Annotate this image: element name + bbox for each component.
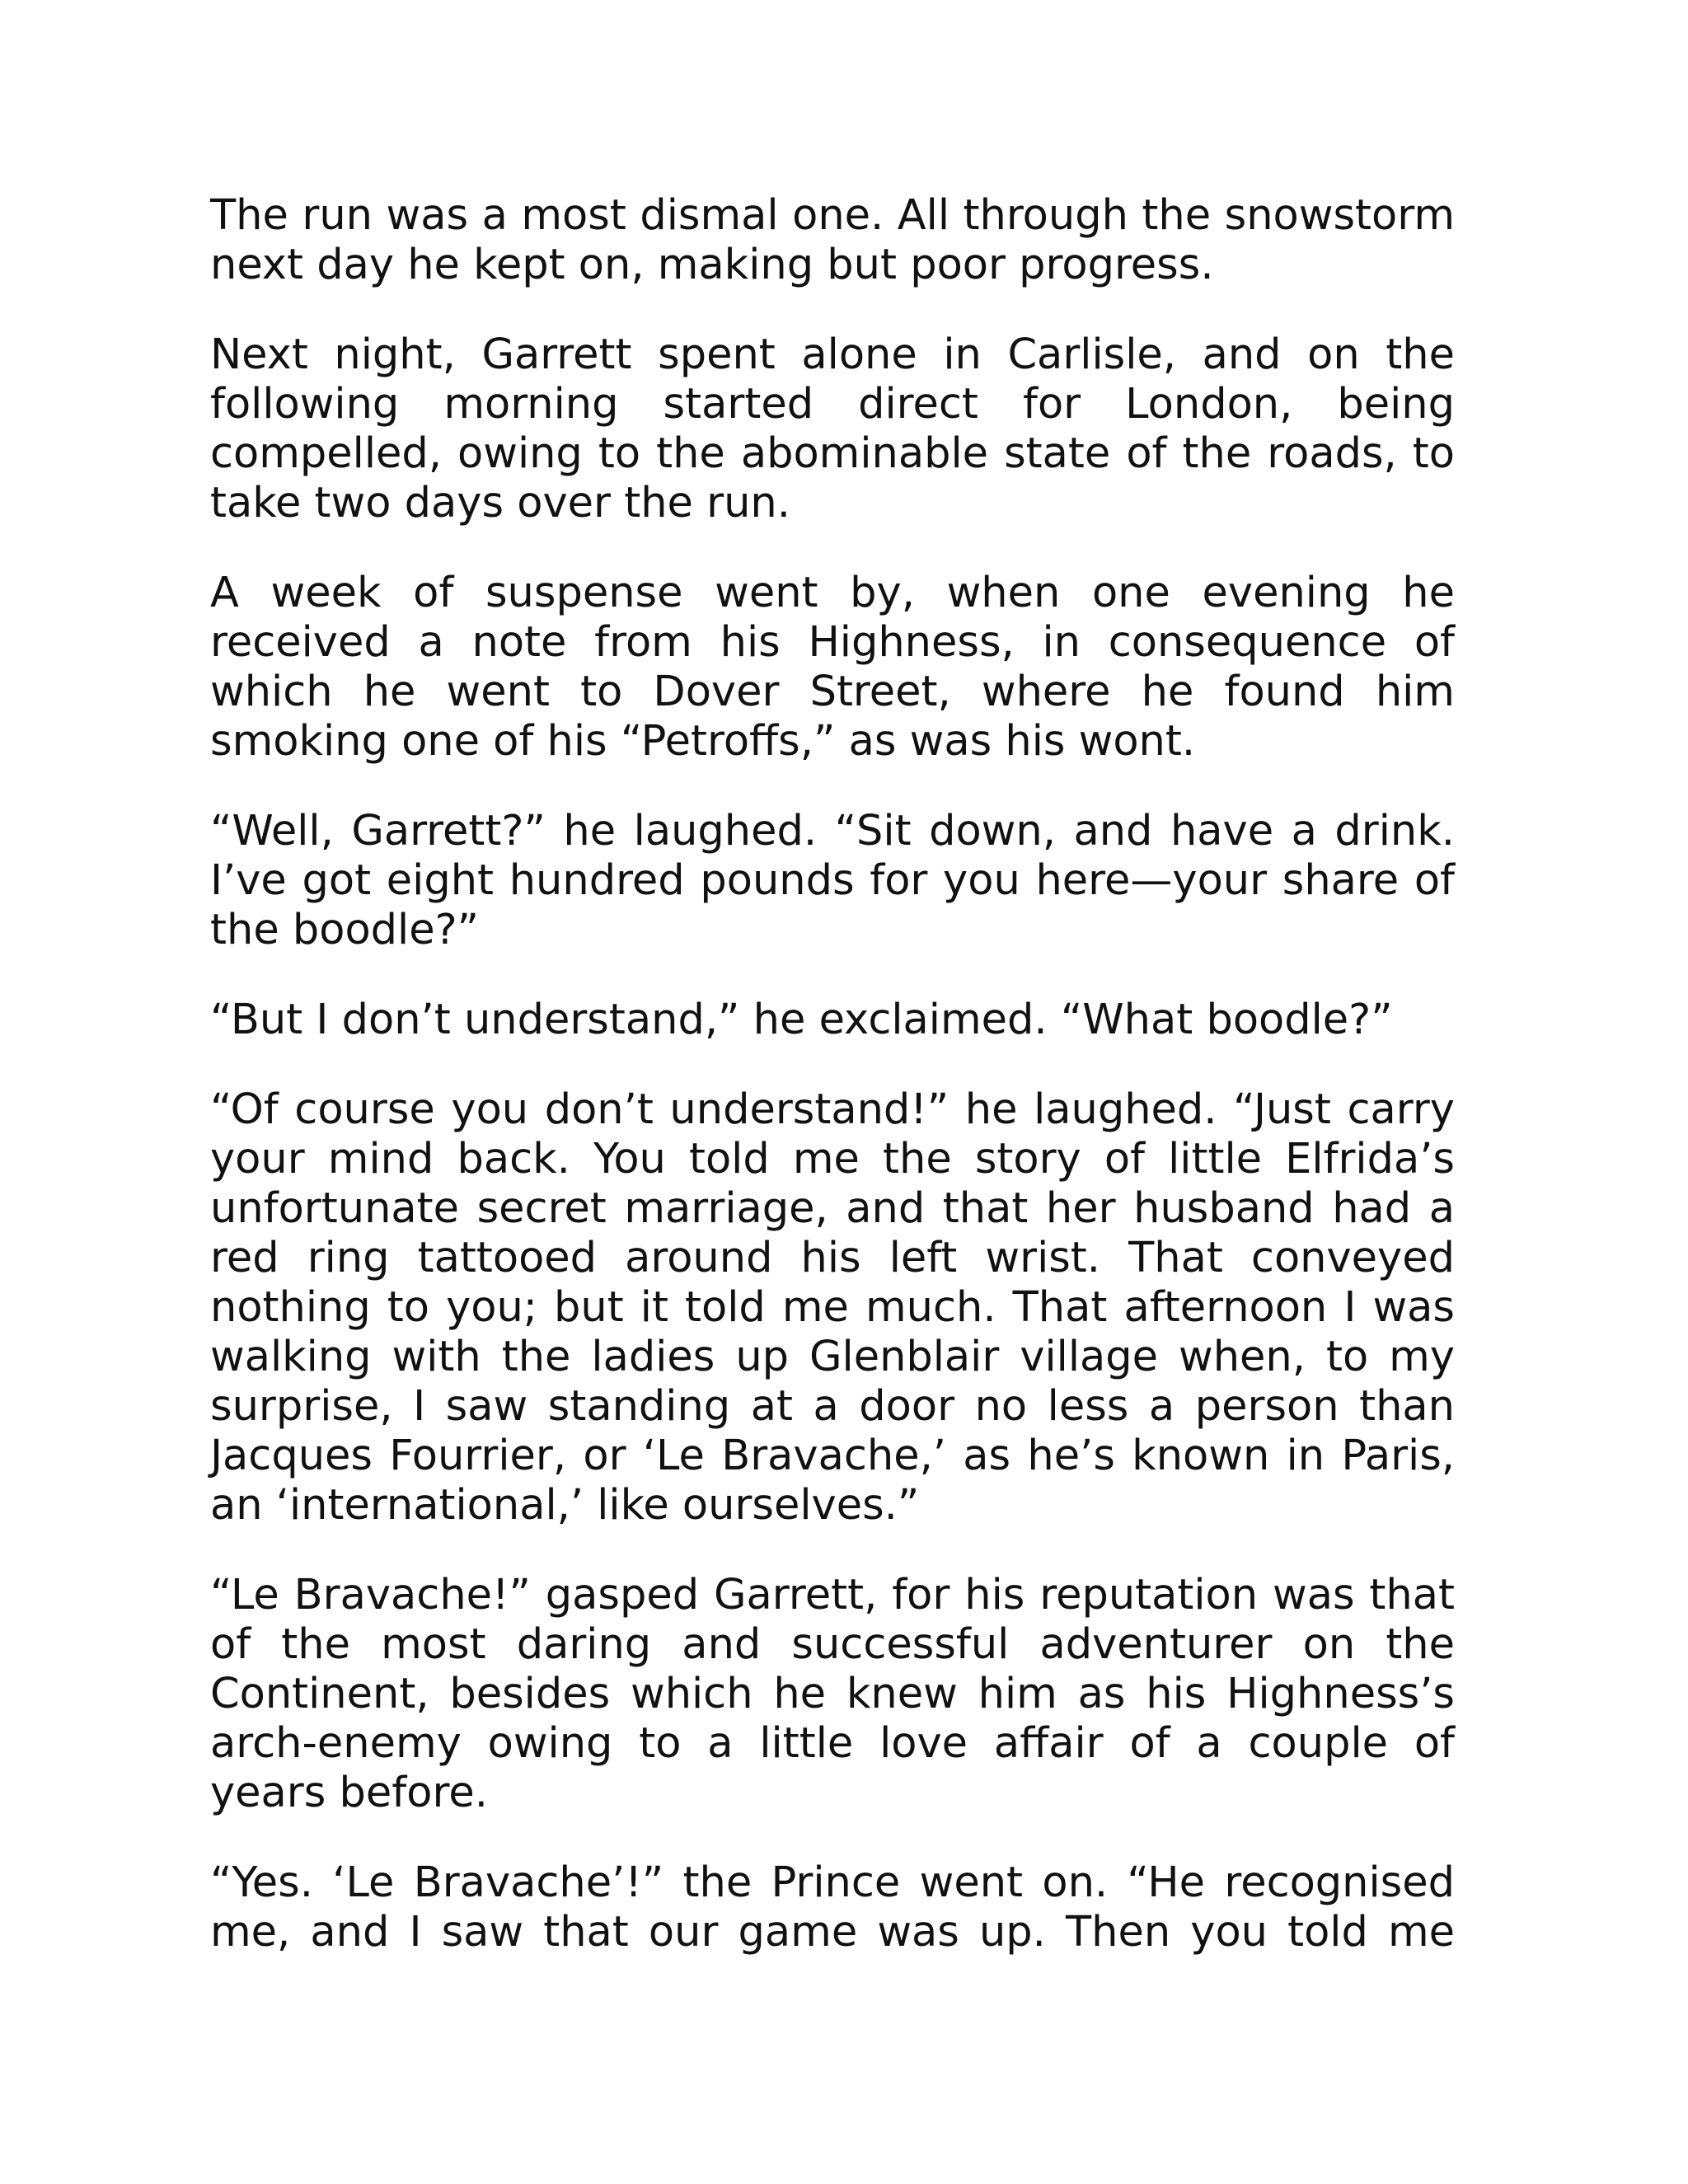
paragraph-6: “Of course you don’t understand!” he laughed. “Just carry your mind back. You told me the story of little Elfrida’s unfortunate secret marriage, and that her husband had a red ring tattooed around his left wrist. That conveyed nothing to you; but it told me much. That afternoon I was walking with the ladies up Glenblair village when, to my surprise, I saw standing at a door no less a person than Jacques Fourrier, or ‘Le Bravache,’ as he’s known in Paris, an ‘international,’ like ourselves.” — [210, 1085, 1455, 1530]
paragraph-7: “Le Bravache!” gasped Garrett, for his reputation was that of the most daring and successful adventurer on the Continent, besides which he knew him as his Highness’s arch-enemy owing to a little love affair of a couple of years before. — [210, 1571, 1455, 1817]
paragraph-2: Next night, Garrett spent alone in Carlisle, and on the following morning started direct for London, being compelled, owing to the abominable state of the roads, to take two days over the run. — [210, 330, 1455, 527]
paragraph-1: The run was a most dismal one. All through the snowstorm next day he kept on, making but poor progress. — [210, 191, 1455, 289]
paragraph-8: “Yes. ‘Le Bravache’!” the Prince went on. “He recognised me, and I saw that our game was up. Then you told me — [210, 1858, 1455, 1957]
paragraph-5: “But I don’t understand,” he exclaimed. “What boodle?” — [210, 996, 1393, 1044]
book-page — [210, 191, 1455, 1957]
paragraph-3: A week of suspense went by, when one evening he received a note from his Highness, in consequence of which he went to Dover Street, where he found him smoking one of his “Petroffs,” as was his wont. — [210, 569, 1455, 766]
paragraph-4: “Well, Garrett?” he laughed. “Sit down, and have a drink. I’ve got eight hundred pounds for you here—your share of the boodle?” — [210, 807, 1455, 954]
